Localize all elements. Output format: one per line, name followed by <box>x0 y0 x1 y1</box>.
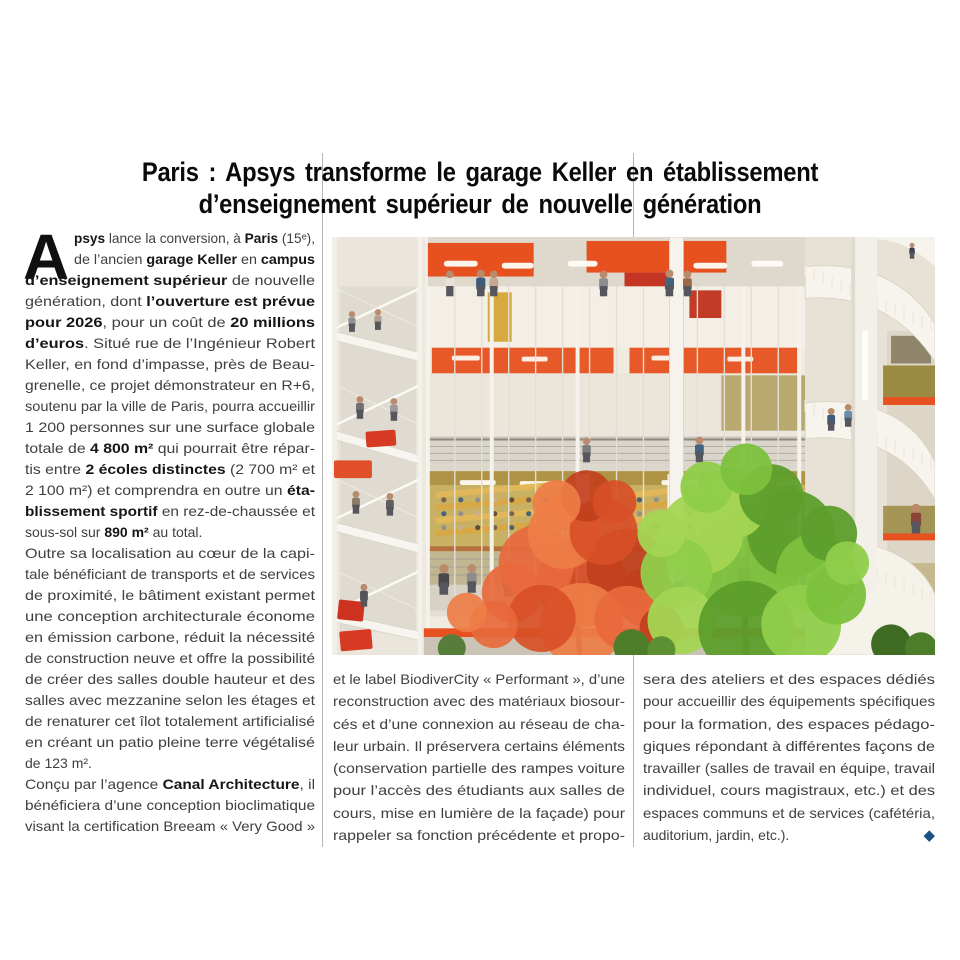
title-line-1: Paris : Apsys transforme le garage Keller en établissement <box>141 157 819 187</box>
text-line: sera des ateliers et des espaces dédiés <box>643 671 935 687</box>
person-figure <box>599 271 608 297</box>
text-line: cés et d’une connexion au réseau de cha- <box>333 715 625 732</box>
article-end-diamond-icon: ◆ <box>923 827 935 845</box>
text-line: tale bénéficiant de transports et de services <box>25 566 315 582</box>
person-figure <box>665 270 674 297</box>
person-figure <box>827 408 835 431</box>
person-figure <box>352 491 360 514</box>
text-line: Conçu par l’agence Canal Architecture, il <box>25 776 315 792</box>
text-line: 2 100 m²) et comprendra en outre un éta- <box>25 482 315 498</box>
text-line: d’euros. Situé rue de l’Ingénieur Robert <box>25 335 315 351</box>
person-figure <box>356 396 364 419</box>
article-column-2 <box>333 668 625 846</box>
article-column-3 <box>643 668 935 846</box>
article-column-1 <box>23 221 315 837</box>
text-line: sous-sol sur 890 m² au total. <box>25 524 203 540</box>
text-line: de proximité, le bâtiment existant permet <box>25 587 315 603</box>
text-line: Keller, en fond d’impasse, près de Beau- <box>25 356 315 372</box>
person-figure <box>439 564 450 595</box>
text-line: giques répondant à différentes façons de <box>643 737 935 754</box>
text-line: individuel, cours magistraux, etc.) et des <box>643 782 935 799</box>
person-figure <box>489 271 498 297</box>
person-figure <box>909 243 914 259</box>
atrium-rendering <box>332 237 935 655</box>
text-line: de renaturer cet îlot totalement artificialisé <box>25 713 315 729</box>
text-line: grenelle, ce projet démonstrateur en R+6, <box>25 377 315 393</box>
person-figure <box>695 437 704 463</box>
text-line: salles avec mezzanine selon les étages et <box>25 692 315 708</box>
text-line: totale de 4 800 m² qui pourrait être répar- <box>25 440 315 456</box>
text-line: en émission carbone, réduit la nécessité <box>25 629 315 645</box>
text-line: 1 200 personnes sur une surface globale <box>25 419 315 435</box>
left-exoskeleton <box>332 237 428 655</box>
text-line: tis entre 2 écoles distinctes (2 700 m² et <box>25 461 315 477</box>
text-line: visant la certification Breeam « Very Good » <box>25 818 315 834</box>
text-line: soutenu par la ville de Paris, pourra accueillir <box>25 398 315 414</box>
text-line: pour accueillir des équipements spécifiques <box>643 693 935 710</box>
text-line: pour la formation, des espaces pédago- <box>643 715 935 732</box>
text-line: (conservation partielle des rampes voiture <box>333 760 625 777</box>
text-line: génération, dont l’ouverture est prévue <box>25 293 315 309</box>
title-line-2: d’enseignement supérieur de nouvelle génération <box>198 189 762 219</box>
text-line: psys lance la conversion, à Paris (15ᵉ), <box>74 230 315 246</box>
text-line: espaces communs et de services (cafétéria, <box>643 804 935 821</box>
text-line: pour 2026, pour un coût de 20 millions <box>25 314 315 330</box>
text-line: blissement sportif en rez-de-chaussée et <box>25 503 315 519</box>
person-figure <box>911 504 921 534</box>
text-line: cours, mise en lumière de la façade) pour <box>333 804 625 821</box>
text-line: de créer des salles double hauteur et des <box>25 671 315 687</box>
text-line: de construction neuve et offre la possibilité <box>25 650 315 666</box>
person-figure <box>390 398 398 421</box>
person-figure <box>683 271 692 297</box>
person-figure <box>582 438 590 463</box>
text-line: rappeler sa fonction précédente et propo- <box>333 827 625 844</box>
article-title <box>0 156 960 220</box>
text-line: d’enseignement supérieur de nouvelle <box>25 272 315 288</box>
drop-cap: A <box>23 221 68 293</box>
person-figure <box>360 584 368 607</box>
person-figure <box>844 404 852 427</box>
text-line: auditorium, jardin, etc.). ◆ <box>643 824 935 846</box>
column-rule-left <box>322 153 323 847</box>
person-figure <box>348 311 355 332</box>
text-line: une conception architecturale économe <box>25 608 315 624</box>
text-line: de l’ancien garage Keller en campus <box>74 251 315 267</box>
text-line: de 123 m². <box>25 755 92 771</box>
text-line: en créant un patio pleine terre végétalisé <box>25 734 315 750</box>
text-line: leur urbain. Il préservera certains éléments <box>333 737 625 754</box>
text-line: Outre sa localisation au cœur de la capi- <box>25 545 315 561</box>
person-figure <box>445 271 454 297</box>
text-line: travailler (salles de travail en équipe, travail <box>643 760 935 777</box>
atrium-photo <box>332 237 935 655</box>
person-figure <box>476 270 485 297</box>
person-figure <box>467 564 477 593</box>
person-figure <box>374 309 381 330</box>
person-figure <box>386 493 394 516</box>
text-line: reconstruction avec des matériaux biosour- <box>333 693 625 710</box>
text-line: bénéficiera d’une conception bioclimatique <box>25 797 315 813</box>
red-panel-upper <box>689 290 721 318</box>
text-line: pour l’accès des étudiants aux salles de <box>333 782 625 799</box>
text-line: et le label BiodiverCity « Performant », d’une <box>333 671 625 687</box>
